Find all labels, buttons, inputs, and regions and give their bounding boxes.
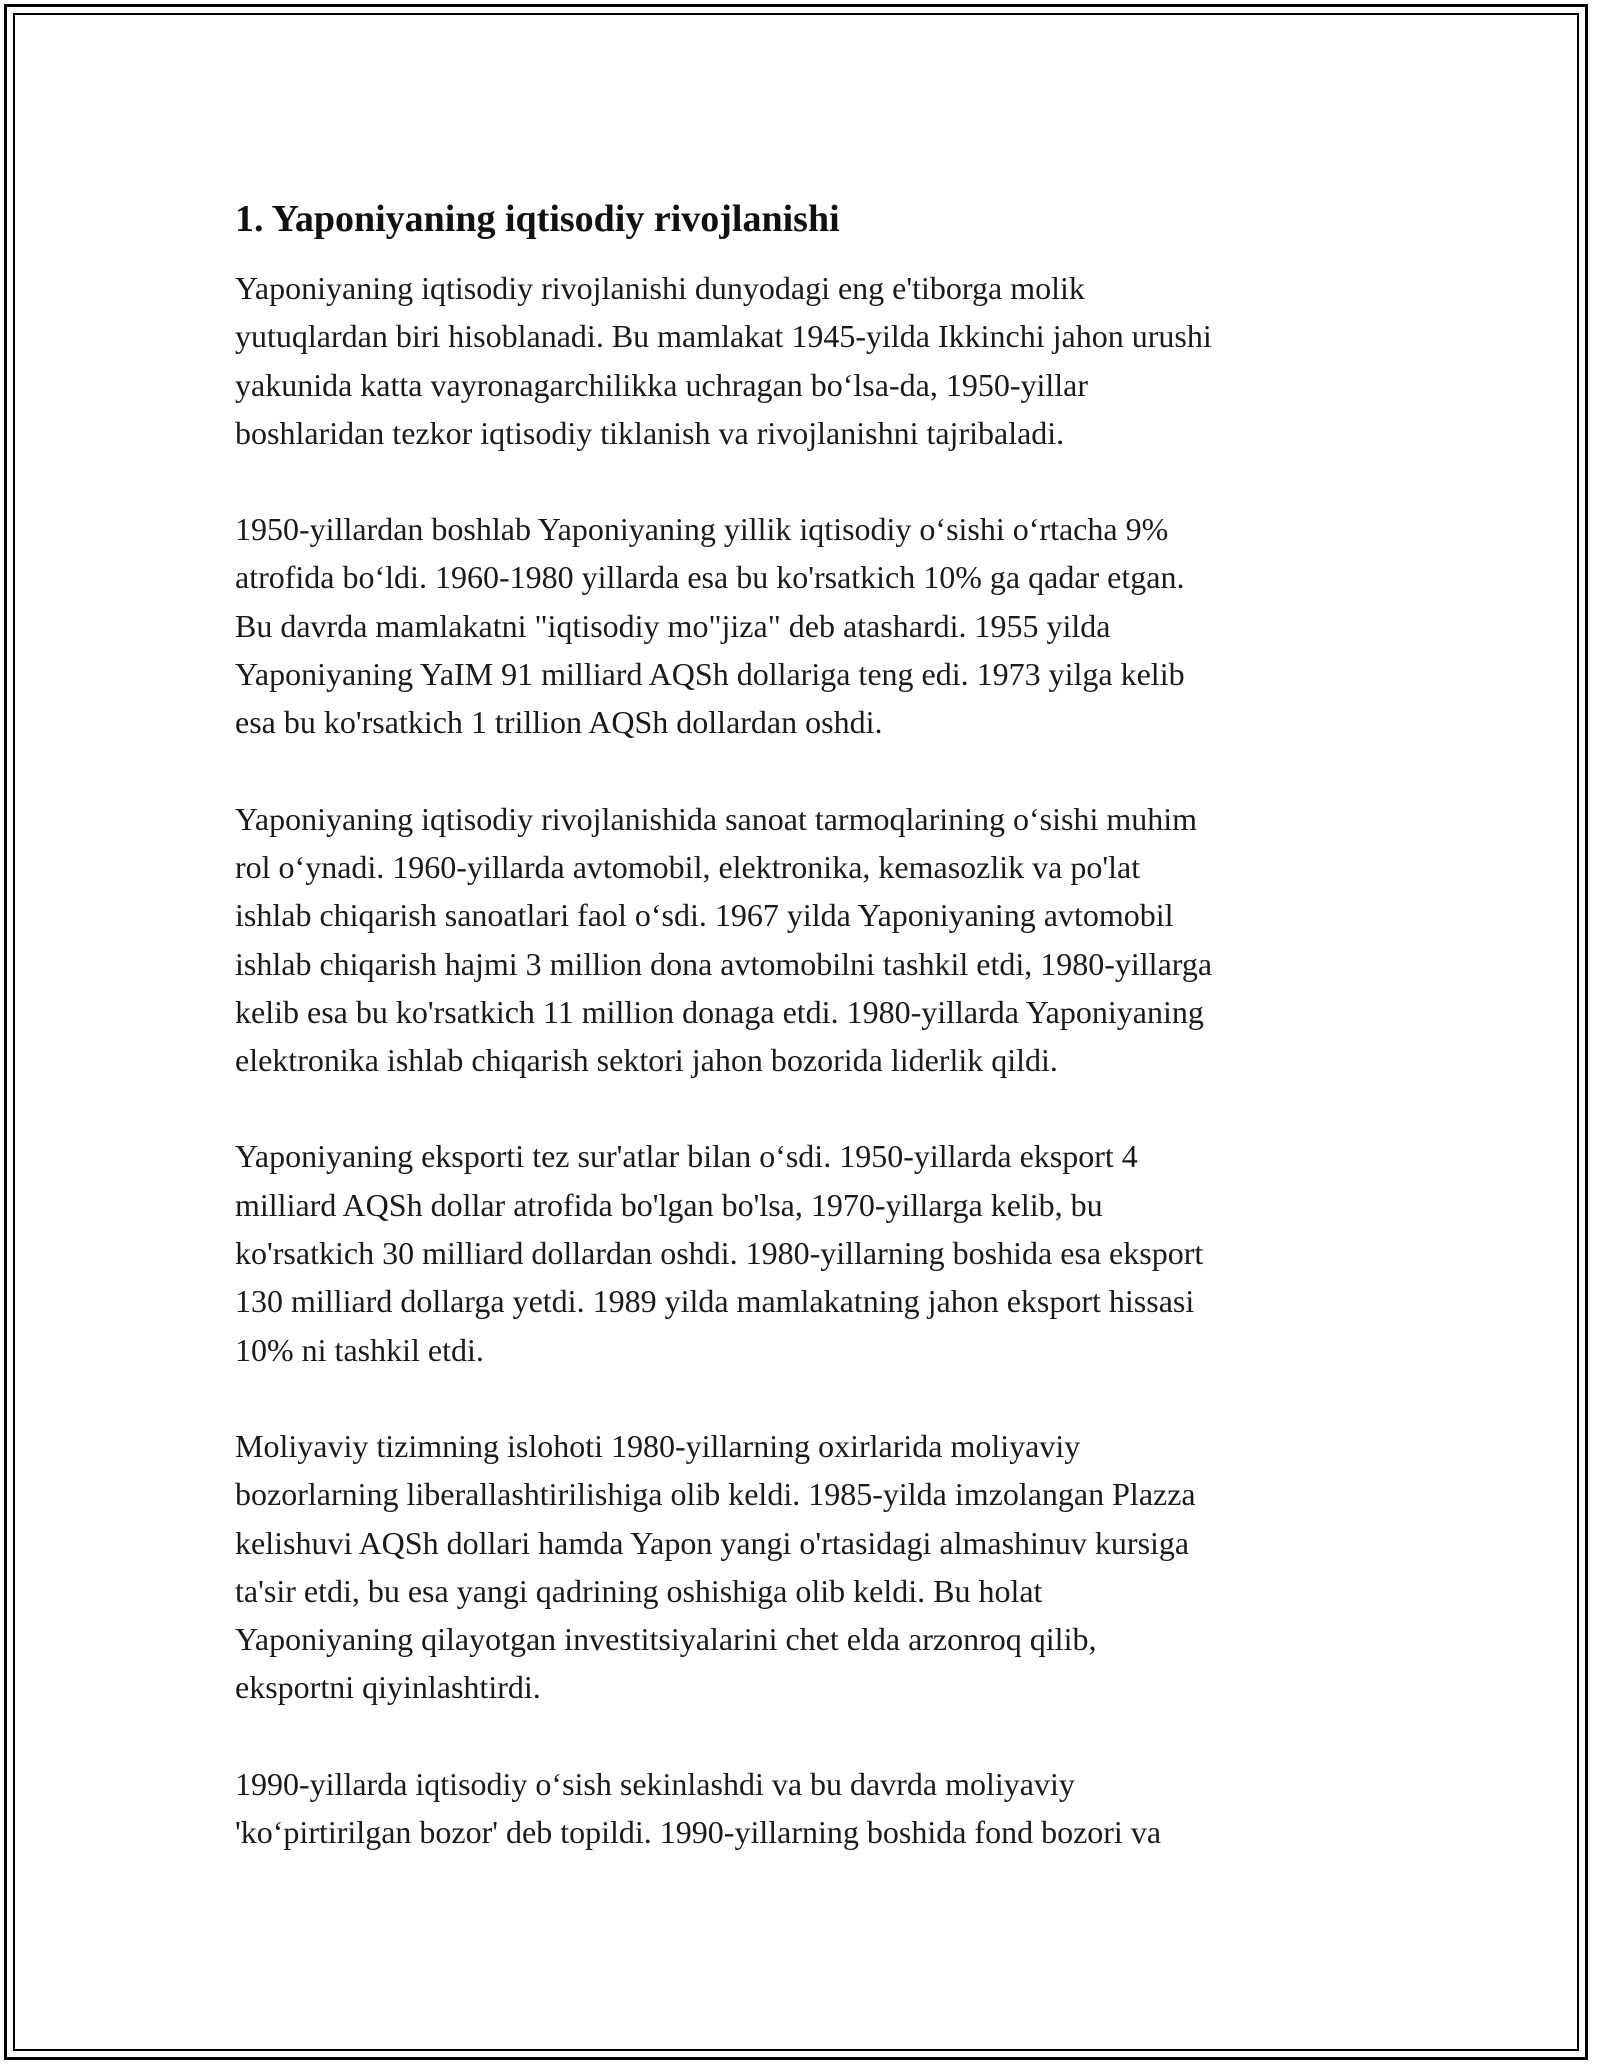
paragraph-1990s xyxy=(235,1760,1375,1857)
text-line: boshlaridan tezkor iqtisodiy tiklanish va rivojlanishni tajribaladi. xyxy=(235,414,1065,451)
text-line: Yaponiyaning qilayotgan investitsiyalarini chet elda arzonroq qilib, xyxy=(235,1621,1097,1658)
text-line: 1950-yillardan boshlab Yaponiyaning yillik iqtisodiy oʻsishi oʻrtacha 9% xyxy=(235,511,1169,548)
document-body xyxy=(235,180,1375,1904)
text-line: Bu davrda mamlakatni "iqtisodiy mo"jiza" deb atashardi. 1955 yilda xyxy=(235,607,1111,644)
text-line: Yaponiyaning iqtisodiy rivojlanishida sanoat tarmoqlarining oʻsishi muhim xyxy=(235,800,1198,837)
section-heading: 1. Yaponiyaning iqtisodiy rivojlanishi xyxy=(235,198,840,240)
paragraph-finance xyxy=(235,1422,1375,1712)
text-line: eksportni qiyinlashtirdi. xyxy=(235,1669,541,1706)
text-line: 130 milliard dollarga yetdi. 1989 yilda mamlakatning jahon eksport hissasi xyxy=(235,1283,1195,1320)
text-line: ishlab chiqarish sanoatlari faol oʻsdi. 1967 yilda Yaponiyaning avtomobil xyxy=(235,897,1174,934)
text-line: Yaponiyaning eksporti tez sur'atlar bilan oʻsdi. 1950-yillarda eksport 4 xyxy=(235,1138,1138,1175)
text-line: rol oʻynadi. 1960-yillarda avtomobil, elektronika, kemasozlik va po'lat xyxy=(235,848,1141,885)
text-line: yutuqlardan biri hisoblanadi. Bu mamlakat 1945-yilda Ikkinchi jahon urushi xyxy=(235,318,1212,355)
text-line: Moliyaviy tizimning islohoti 1980-yillarning oxirlarida moliyaviy xyxy=(235,1427,1081,1464)
text-line: 'koʻpirtirilgan bozor' deb topildi. 1990-yillarning boshida fond bozori va xyxy=(235,1814,1162,1851)
text-line: 1990-yillarda iqtisodiy oʻsish sekinlashdi va bu davrda moliyaviy xyxy=(235,1765,1075,1802)
paragraph-intro xyxy=(235,264,1375,457)
text-line: ko'rsatkich 30 milliard dollardan oshdi. 1980-yillarning boshida esa eksport xyxy=(235,1235,1204,1272)
text-line: Yaponiyaning YaIM 91 milliard AQSh dollariga teng edi. 1973 yilga kelib xyxy=(235,656,1185,693)
text-line: Yaponiyaning iqtisodiy rivojlanishi dunyodagi eng e'tiborga molik xyxy=(235,270,1085,306)
text-line: ishlab chiqarish hajmi 3 million dona avtomobilni tashkil etdi, 1980-yillarga xyxy=(235,945,1213,982)
paragraph-industry xyxy=(235,795,1375,1085)
text-line: ta'sir etdi, bu esa yangi qadrining oshishiga olib keldi. Bu holat xyxy=(235,1572,1043,1609)
text-line: 10% ni tashkil etdi. xyxy=(235,1331,484,1368)
text-line: yakunida katta vayronagarchilikka uchragan boʻlsa-da, 1950-yillar xyxy=(235,366,1088,403)
paragraph-export xyxy=(235,1132,1375,1373)
text-line: kelishuvi AQSh dollari hamda Yapon yangi o'rtasidagi almashinuv kursiga xyxy=(235,1524,1190,1561)
text-line: elektronika ishlab chiqarish sektori jahon bozorida liderlik qildi. xyxy=(235,1042,1058,1079)
paragraph-growth xyxy=(235,505,1375,746)
text-line: kelib esa bu ko'rsatkich 11 million donaga etdi. 1980-yillarda Yaponiyaning xyxy=(235,993,1204,1030)
text-line: milliard AQSh dollar atrofida bo'lgan bo'lsa, 1970-yillarga kelib, bu xyxy=(235,1186,1103,1223)
text-line: atrofida boʻldi. 1960-1980 yillarda esa bu ko'rsatkich 10% ga qadar etgan. xyxy=(235,559,1185,596)
text-line: bozorlarning liberallashtirilishiga olib keldi. 1985-yilda imzolangan Plazza xyxy=(235,1476,1196,1513)
text-line: esa bu ko'rsatkich 1 trillion AQSh dollardan oshdi. xyxy=(235,704,883,741)
